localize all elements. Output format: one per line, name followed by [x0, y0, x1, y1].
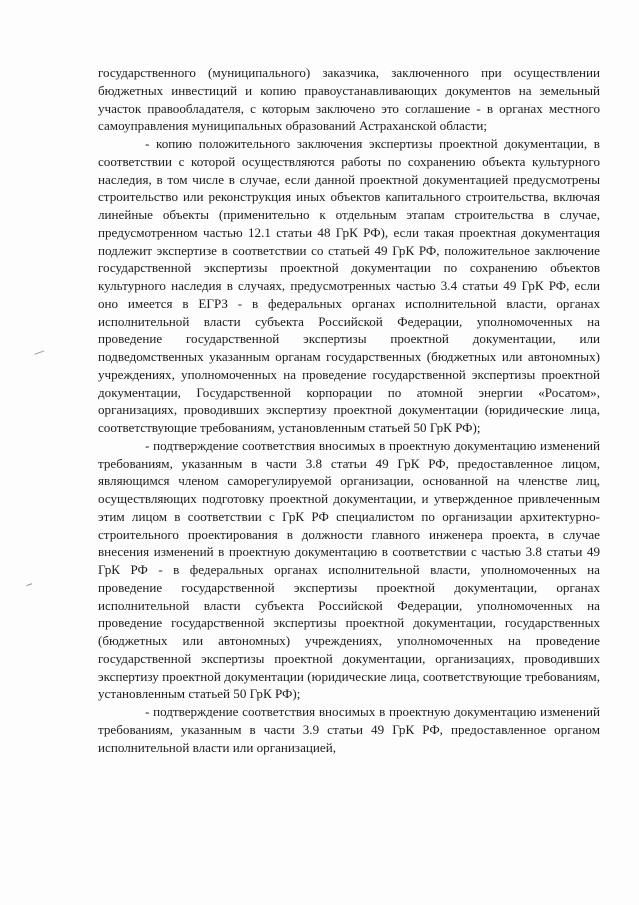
paragraph-continuation: государственного (муниципального) заказчика, заключенного при осуществлении бюджетных инвестиций и копию правоустанавливающих документов на земельный участок правообладателя, с которым заключено это соглашение - в органах местного самоуправления муниципальных образований Астраханской области;: [98, 65, 600, 134]
paragraph-changes-part-3-8: - подтверждение соответствия вносимых в проектную документацию изменений требованиям, указанным в части 3.8 статьи 49 ГрК РФ, предоставленное лицом, являющимся членом саморегулируемой организации, основанной на членстве лиц, осуществляющих подготовку проектной документации, и утвержденное привлеченным этим лицом в соответствии с ГрК РФ специалистом по организации архитектурно-строительного проектирования в должности главного инженера проекта, в случае внесения изменений в проектную документацию в соответствии с частью 3.8 статьи 49 ГрК РФ - в федеральных органах исполнительной власти, уполномоченных на проведение государственной экспертизы проектной документации, органах исполнительной власти субъекта Российской Федерации, уполномоченных на проведение государственной экспертизы проектной документации, государственных (бюджетных или автономных) учреждениях, уполномоченных на проведение государственной экспертизы проектной документации, организациях, проводивших экспертизу проектной документации (юридические лица, соответствующие требованиям, установленным статьей 50 ГрК РФ);: [98, 437, 600, 702]
document-body: [98, 64, 600, 756]
paragraph-expertise-conclusion: - копию положительного заключения экспертизы проектной документации, в соответствии с которой осуществляются работы по сохранению объекта культурного наследия, в том числе в случае, если данной проектной документацией предусмотрены строительство или реконструкция иных объектов капитального строительства, включая линейные объекты (применительно к отдельным этапам строительства в случае, предусмотренном частью 12.1 статьи 48 ГрК РФ), если такая проектная документация подлежит экспертизе в соответствии со статьей 49 ГрК РФ, положительное заключение государственной экспертизы проектной документации по сохранению объектов культурного наследия в случаях, предусмотренных частью 3.4 статьи 49 ГрК РФ, если оно имеется в ЕГРЗ - в федеральных органах исполнительной власти, органах исполнительной власти субъекта Российской Федерации, уполномоченных на проведение государственной экспертизы проектной документации, или подведомственных указанным органам государственных (бюджетных или автономных) учреждениях, уполномоченных на проведение государственной экспертизы проектной документации, Государственной корпорации по атомной энергии «Росатом», организациях, проводивших экспертизу проектной документации (юридические лица, соответствующие требованиям, установленным статьей 50 ГрК РФ);: [98, 136, 600, 435]
paragraph-changes-part-3-9: - подтверждение соответствия вносимых в проектную документацию изменений требованиям, указанным в части 3.9 статьи 49 ГрК РФ, предоставленное органом исполнительной власти или организацией,: [98, 704, 600, 755]
scan-artifact: [26, 583, 33, 590]
scan-artifact: [34, 350, 45, 358]
